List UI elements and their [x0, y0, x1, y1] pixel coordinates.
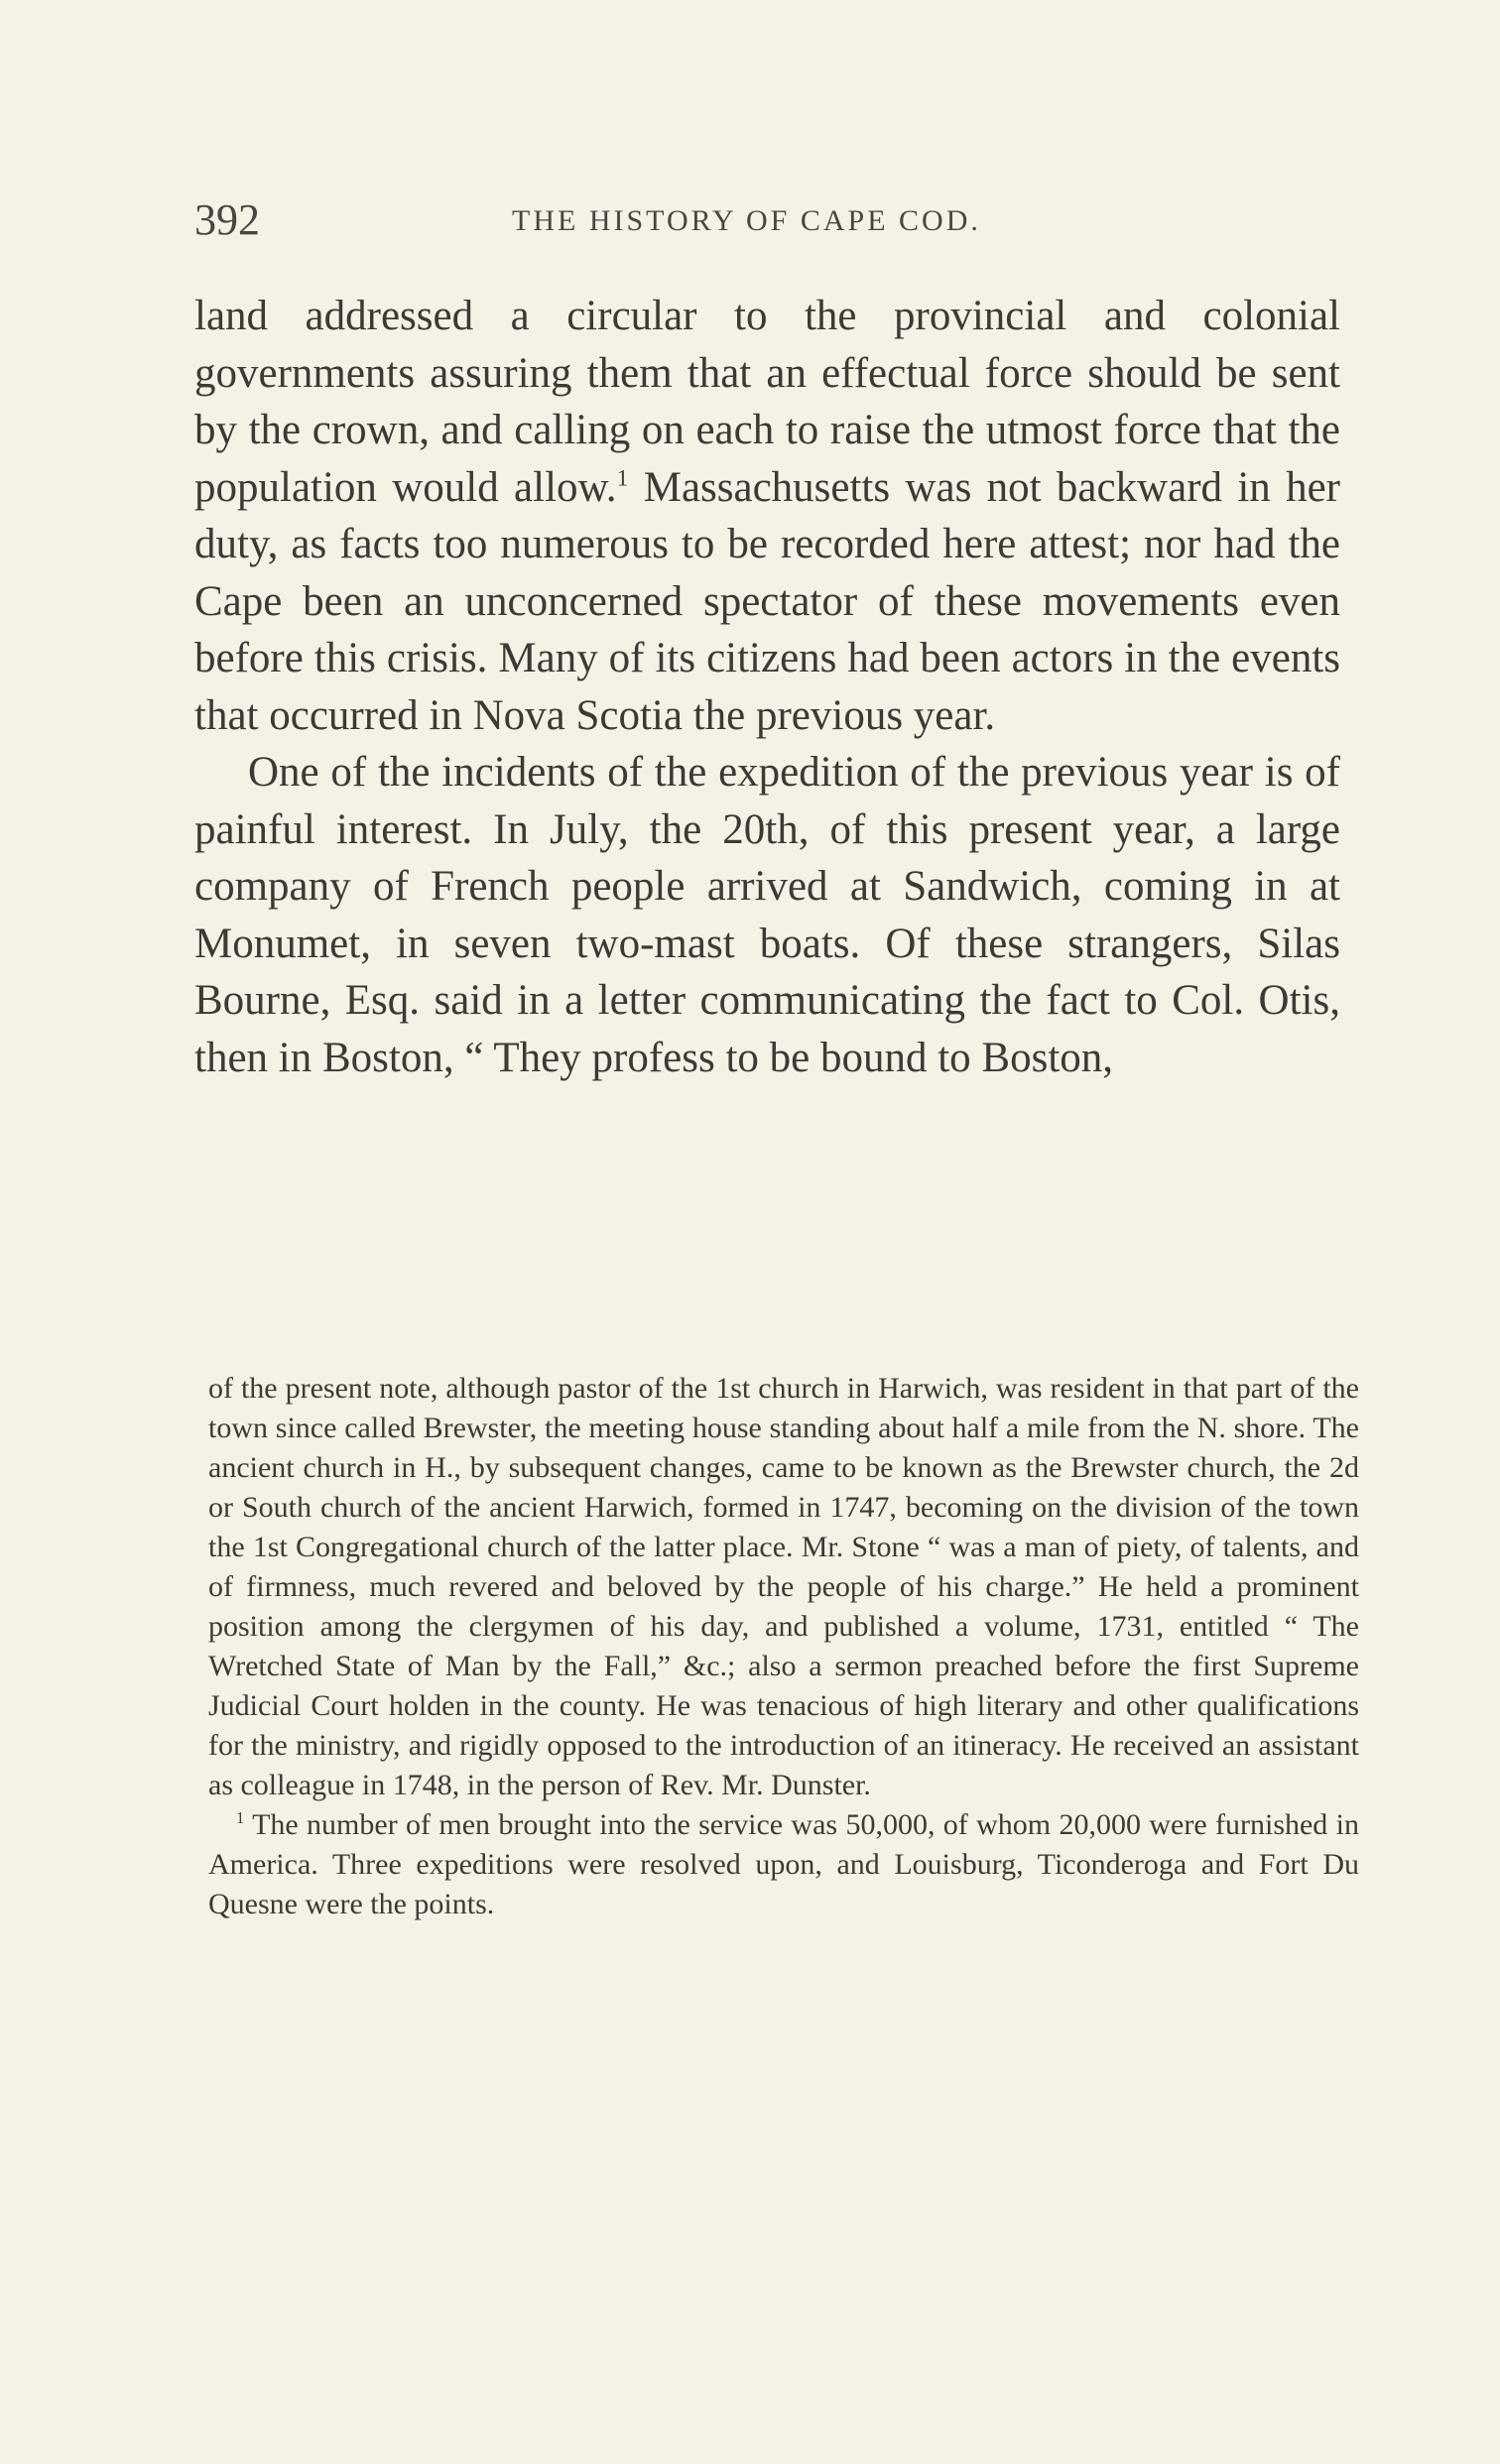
footnote-1-text: The number of men brought into the service was 50,000, of whom 20,000 were furnished in America. Three expeditions were resolved upon, and Louisburg, Ticonderoga and Fort Du Quesne were the points. [208, 1808, 1359, 1920]
footnote-continued: of the present note, although pastor of the 1st church in Harwich, was resident in that part of the town since called Brewster, the meeting house standing about half a mile from the N. shore. The ancient church in H., by subsequent changes, came to be known as the Brewster church, the 2d or South church of the ancient Harwich, formed in 1747, becoming on the division of the town the 1st Congregational church of the latter place. Mr. Stone “ was a man of piety, of talents, and of firmness, much revered and beloved by the people of his charge.” He held a prominent position among the clergymen of his day, and published a volume, 1731, entitled “ The Wretched State of Man by the Fall,” &c.; also a sermon preached before the first Supreme Judicial Court holden in the county. He was tenacious of high literary and other qualifications for the ministry, and rigidly opposed to the introduction of an itineracy. He received an assistant as colleague in 1748, in the person of Rev. Mr. Dunster. [208, 1372, 1359, 1801]
footnote-ref-1: 1 [616, 465, 629, 492]
paragraph-1-continued: Massachusetts was not backward in her duty, as facts too numerous to be recorded here attest; nor had the Cape been an unconcerned spectator of these movements even before this crisis. Many of its citizens had been actors in the events that occurred in Nova Scotia the previous year. [194, 463, 1340, 739]
footnote-1 [208, 1805, 1359, 1924]
page-number: 392 [194, 195, 260, 244]
paragraph-2: One of the incidents of the expedition of the previous year is of painful interest. In July, the 20th, of this present year, a large company of French people arrived at Sandwich, coming in at Monumet, in seven two-mast boats. Of these strangers, Silas Bourne, Esq. said in a letter communicating the fact to Col. Otis, then in Boston, “ They profess to be bound to Boston, [194, 749, 1340, 1081]
paragraph-1 [194, 288, 1340, 744]
footnotes [208, 1369, 1359, 1924]
main-text [194, 288, 1340, 1086]
footnote-1-marker: 1 [236, 1808, 245, 1827]
paragraph-1-text: land addressed a circular to the provincial and colonial governments assuring them that an effectual force should be sent by the crown, and calling on each to raise the utmost force that the population would allow. [194, 293, 1340, 511]
running-title: THE HISTORY OF CAPE COD. [512, 204, 981, 237]
running-head [194, 194, 1335, 254]
